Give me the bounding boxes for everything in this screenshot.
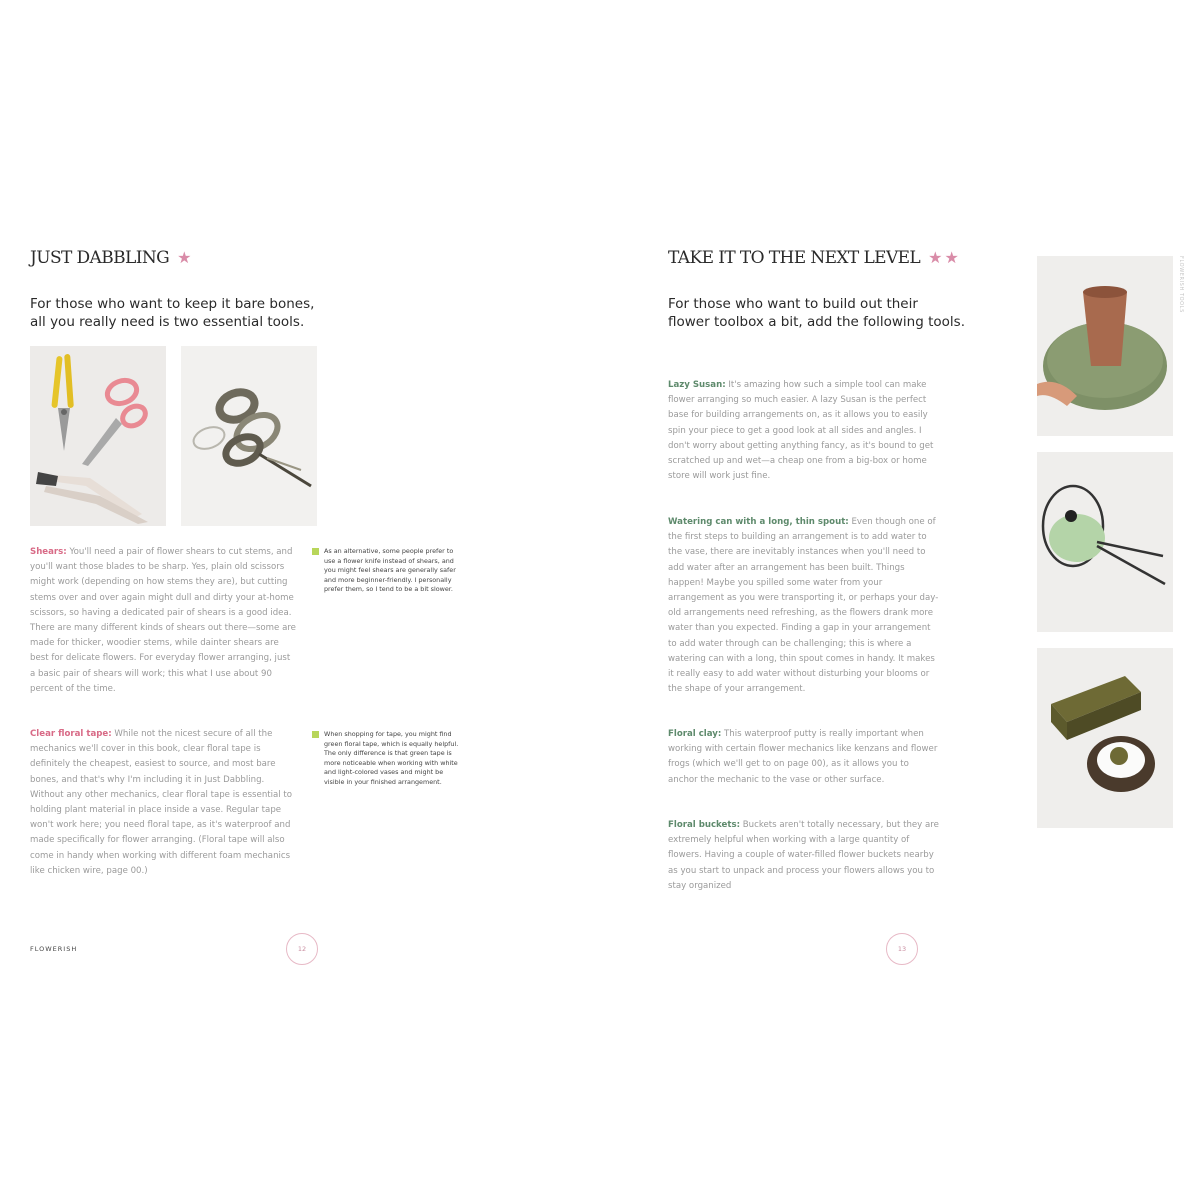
note-marker-icon — [312, 731, 319, 738]
lead-line: For those who want to keep it bare bones, — [30, 296, 315, 312]
floral-buckets-description: Buckets aren't totally necessary, but they are extremely helpful when working with a large quantity of flowers. Having a couple of water-filled flower buckets nearby as you start to unpack and process your flowers allows you to stay organized — [668, 820, 939, 891]
floral-buckets-paragraph — [668, 818, 940, 894]
sidenote-flower-knife — [312, 547, 460, 595]
star-icon: ★ — [177, 248, 194, 267]
watering-can-photo — [1037, 452, 1173, 632]
section-title-text: TAKE IT TO THE NEXT LEVEL — [668, 248, 921, 268]
shears-term: Shears: — [30, 547, 67, 557]
note-marker-icon — [312, 548, 319, 555]
lazy-susan-photo — [1037, 256, 1173, 436]
watering-can-term: Watering can with a long, thin spout: — [668, 517, 849, 527]
floral-clay-description: This waterproof putty is really important when working with certain flower mechanics like kenzans and flower frogs (which we'll get to on page 00), as it allows you to anchor the mechanic to the vase or other surface. — [668, 729, 938, 785]
tape-description: While not the nicest secure of all the mechanics we'll cover in this book, clear floral tape is definitely the cheapest, easiest to source, and most bare bones, and that's why I'm including it in Just Dabbling. Without any other mechanics, clear floral tape is essential to holding plant material in place inside a vase. Regular tape won't work here; you need floral tape, as it's waterproof and made specifically for flower arranging. (Floral tape will also come in handy when working with different foam mechanics like chicken wire, page 00.) — [30, 729, 293, 876]
lead-paragraph — [668, 295, 965, 331]
right-page — [600, 0, 1200, 1200]
folio: FLOWERISH — [30, 945, 78, 953]
shears-photo — [30, 346, 166, 526]
shears-description: You'll need a pair of flower shears to cut stems, and you'll want those blades to be sharp. Yes, plain old scissors might work (depending on how stems they are), but cutting stems over and over again might dull and dirty your at-home scissors, so having a dedicated pair of shears is a good idea. There are many different kinds of shears out there—some are made for thicker, woodier stems, while dainter shears are best for delicate flowers. For everyday flower arranging, just a basic pair of shears will work; this what I use about 90 percent of the time. — [30, 547, 296, 694]
watering-can-description: Even though one of the first steps to building an arrangement is to add water to the vase, there are inevitably instances when you'll need to add water after an arrangement has been built. Things happen! Maybe you spilled some water from your arrangement as you were transporting it, or perhaps your day-old arrangements need refreshing, as the flowers drank more water than you expected. Finding a gap in your arrangement to add water through can be challenging; this is where a watering can with a long, thin spout comes in handy. It makes it really easy to add water without disturbing your blooms or the shape of your arrangement. — [668, 517, 939, 695]
floral-clay-paragraph — [668, 727, 940, 788]
running-side-text: FLOWERISH TOOLS — [1178, 256, 1184, 313]
star-icon: ★★ — [928, 248, 961, 267]
lead-line: flower toolbox a bit, add the following tools. — [668, 314, 965, 330]
lead-paragraph — [30, 295, 314, 331]
shears-paragraph — [30, 545, 298, 697]
lazy-susan-paragraph — [668, 378, 940, 484]
page-number-right: 13 — [886, 933, 918, 965]
lead-line: all you really need is two essential tools. — [30, 314, 305, 330]
page-number-left: 12 — [286, 933, 318, 965]
sidenote-text: When shopping for tape, you might find green floral tape, which is equally helpful. The only difference is that green tape is more noticeable when working with white and light-colored vases and might be visible in your finished arrangement. — [324, 730, 459, 786]
lazy-susan-description: It's amazing how such a simple tool can make flower arranging so much easier. A lazy Susan is the perfect base for building arrangements on, as it allows you to easily spin your piece to get a good look at all sides and angles. I don't worry about getting anything fancy, as it's bound to get scratched up and wet—a cheap one from a big-box or home store will work just fine. — [668, 380, 934, 482]
floral-buckets-term: Floral buckets: — [668, 820, 741, 830]
watering-can-paragraph — [668, 515, 940, 697]
floral-tape-photo — [181, 346, 317, 526]
floral-clay-photo — [1037, 648, 1173, 828]
sidenote-text: As an alternative, some people prefer to use a flower knife instead of shears, and you might feel shears are generally safer and more beginner-friendly. I personally prefer them, so I tend to be a bit slower. — [324, 547, 456, 594]
section-title-next-level — [668, 248, 961, 268]
section-title-text: JUST DABBLING — [30, 248, 170, 268]
sidenote-green-tape — [312, 730, 460, 788]
lead-line: For those who want to build out their — [668, 296, 918, 312]
lazy-susan-term: Lazy Susan: — [668, 380, 726, 390]
floral-clay-term: Floral clay: — [668, 729, 722, 739]
section-title-just-dabbling — [30, 248, 193, 268]
tape-paragraph — [30, 727, 298, 879]
tape-term: Clear floral tape: — [30, 729, 112, 739]
